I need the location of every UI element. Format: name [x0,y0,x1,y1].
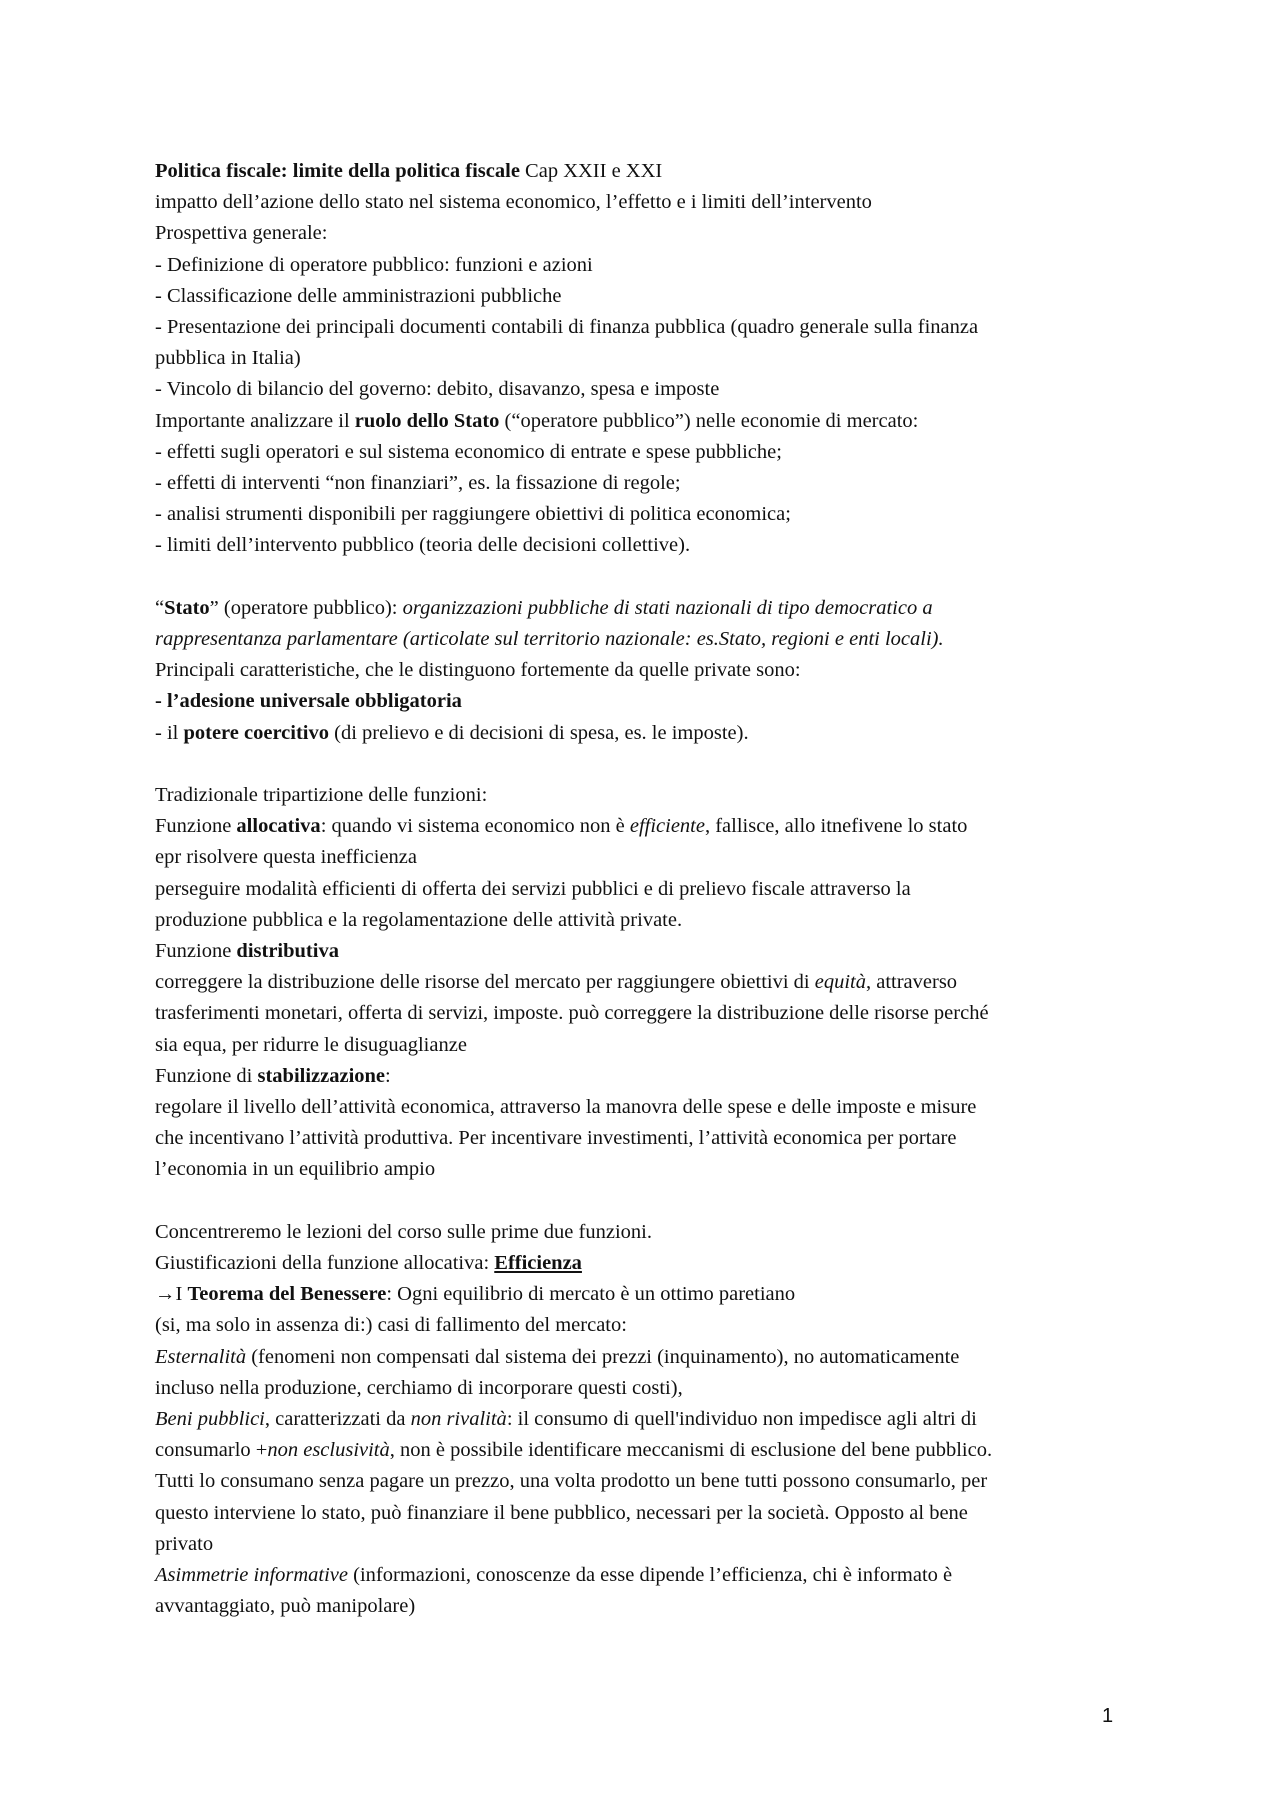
alloc-pre: Funzione [155,815,237,838]
adesione-bold: - l’adesione universale obbligatoria [155,690,462,713]
giustificazioni-line [155,1248,1135,1279]
quote-close: ” (operatore pubblico): [209,596,403,619]
stab-line-1: regolare il livello dell’attività economica, attraverso la manovra delle spese e delle imposte e misure [155,1096,977,1119]
distr-line-3: sia equa, per ridurre le disuguaglianze [155,1033,467,1056]
alloc-line-3: perseguire modalità efficienti di offerta dei servizi pubblici e di prelievo fiscale attraverso la [155,877,911,900]
beni-line-2 [155,1435,1135,1466]
intro-line: - Definizione di operatore pubblico: funzioni e azioni [155,253,593,276]
beni-line-5: privato [155,1532,214,1555]
potere-bold: potere coercitivo [183,721,329,744]
document-body [155,156,1135,1623]
alloc-italic: efficiente [629,815,705,838]
stab-post: : [385,1064,391,1087]
effetti-line: - effetti sugli operatori e sul sistema economico di entrate e spese pubbliche; [155,440,782,463]
effetti-line: - limiti dell’intervento pubblico (teoria delle decisioni collettive). [155,534,691,557]
distr-line-1 [155,967,1135,998]
intro-line: Prospettiva generale: [155,222,328,245]
distr-line1-italic: equità [814,971,866,994]
esternalita-line-2: incluso nella produzione, cerchiamo di incorporare questi costi), [155,1376,683,1399]
arrow-right-icon: →I [155,1283,188,1306]
title-chapters: Cap XXII e XXI [519,160,663,182]
stato-definition-italic-2: rappresentanza parlamentare (articolate sul territorio nazionale: es.Stato, regioni e enti locali). [155,628,944,651]
esternalita-italic: Esternalità [155,1345,247,1368]
distr-line1-post: , attraverso [865,971,958,994]
concentreremo-line: Concentreremo le lezioni del corso sulle prime due funzioni. [155,1220,652,1243]
paragraph-spacer [155,749,1135,780]
asimmetrie-post: (informazioni, conoscenze da esse dipende l’efficienza, chi è informato è [348,1564,953,1587]
alloc-line-2: epr risolvere questa inefficienza [155,846,418,869]
distr-line-2: trasferimenti monetari, offerta di servizi, imposte. può correggere la distribuzione delle risorse perché [155,1002,989,1025]
intro-line: impatto dell’azione dello stato nel sistema economico, l’effetto e i limiti dell’intervento [155,191,872,214]
beni-line-4: questo interviene lo stato, può finanziare il bene pubblico, necessari per la società. Opposto al bene [155,1501,968,1524]
giust-pre: Giustificazioni della funzione allocativa: [155,1252,495,1275]
beni-line-3: Tutti lo consumano senza pagare un prezzo, una volta prodotto un bene tutti possono consumarlo, per [155,1470,988,1493]
alloc-bold: allocativa [236,815,321,838]
stato-definition-line-2 [155,624,1135,655]
ruolo-stato-line [155,406,1135,437]
alloc-mid: : quando vi sistema economico non è [320,815,630,838]
paragraph-spacer [155,562,1135,593]
funzione-allocativa-line [155,811,1135,842]
beni-post: : il consumo di quell'individuo non impedisce agli altri di [506,1408,977,1431]
distr-bold: distributiva [236,940,339,963]
potere-line [155,718,1135,749]
funzione-distributiva-line [155,936,1135,967]
distr-line1-pre: correggere la distribuzione delle risorse del mercato per raggiungere obiettivi di [155,971,815,994]
ruolo-post: (“operatore pubblico”) nelle economie di mercato: [499,409,919,432]
teorema-bold: Teorema del Benessere [187,1283,387,1306]
effetti-line: - analisi strumenti disponibili per raggiungere obiettivi di politica economica; [155,503,791,526]
beni-italic: Beni pubblici [155,1408,265,1431]
stato-bold: Stato [164,596,210,619]
funzione-stabilizzazione-line [155,1061,1135,1092]
non-esclusivita-italic: non esclusività [267,1439,390,1462]
asimmetrie-line [155,1560,1135,1591]
stab-line-2: che incentivano l’attività produttiva. Per incentivare investimenti, l’attività economica per portare [155,1127,957,1150]
beni-pubblici-line [155,1404,1135,1435]
adesione-line [155,686,1135,717]
stab-pre: Funzione di [155,1064,258,1087]
ruolo-bold: ruolo dello Stato [354,409,500,432]
esternalita-line [155,1342,1135,1373]
quote-open: “ [155,596,165,619]
asimmetrie-italic: Asimmetrie informative [155,1564,349,1587]
intro-line: - Vincolo di bilancio del governo: debito, disavanzo, spesa e imposte [155,378,720,401]
beni-line2-pre: consumarlo + [155,1439,268,1462]
alloc-line-4: produzione pubblica e la regolamentazione delle attività private. [155,908,683,931]
esternalita-post: (fenomeni non compensati dal sistema dei prezzi (inquinamento), no automaticamente [246,1345,960,1368]
stab-line-3: l’economia in un equilibrio ampio [155,1158,436,1181]
efficienza-underlined: Efficienza [494,1252,582,1275]
intro-line: - Classificazione delle amministrazioni pubbliche [155,284,562,307]
beni-line2-post: , non è possibile identificare meccanismi di esclusione del bene pubblico. [389,1439,993,1462]
stato-definition-line [155,593,1135,624]
intro-line: pubblica in Italia) [155,347,301,370]
paragraph-spacer [155,1186,1135,1217]
effetti-line: - effetti di interventi “non finanziari”, es. la fissazione di regole; [155,472,681,495]
title-bold: Politica fiscale: limite della politica fiscale [155,160,520,182]
alloc-post: , fallisce, allo itnefivene lo stato [704,815,968,838]
funzioni-heading: Tradizionale tripartizione delle funzioni: [155,784,488,807]
ruolo-pre: Importante analizzare il [155,409,355,432]
asimmetrie-line-2: avvantaggiato, può manipolare) [155,1595,416,1618]
document-title [155,156,1135,187]
distr-pre: Funzione [155,940,237,963]
stab-bold: stabilizzazione [257,1064,386,1087]
page-number: 1 [1102,1705,1114,1727]
beni-mid: , caratterizzati da [264,1408,411,1431]
intro-line: - Presentazione dei principali documenti contabili di finanza pubblica (quadro generale sulla finanza [155,316,979,339]
teorema-post: : Ogni equilibrio di mercato è un ottimo paretiano [386,1283,796,1306]
teorema-line [155,1279,1135,1310]
potere-pre: - il [155,721,184,744]
casi-line: (si, ma solo in assenza di:) casi di fallimento del mercato: [155,1314,627,1337]
caratteristiche-line: Principali caratteristiche, che le distinguono fortemente da quelle private sono: [155,659,801,682]
stato-definition-italic: organizzazioni pubbliche di stati nazionali di tipo democratico a [402,596,933,619]
non-rivalita-italic: non rivalità [410,1408,507,1431]
potere-post: (di prelievo e di decisioni di spesa, es. le imposte). [329,721,749,744]
